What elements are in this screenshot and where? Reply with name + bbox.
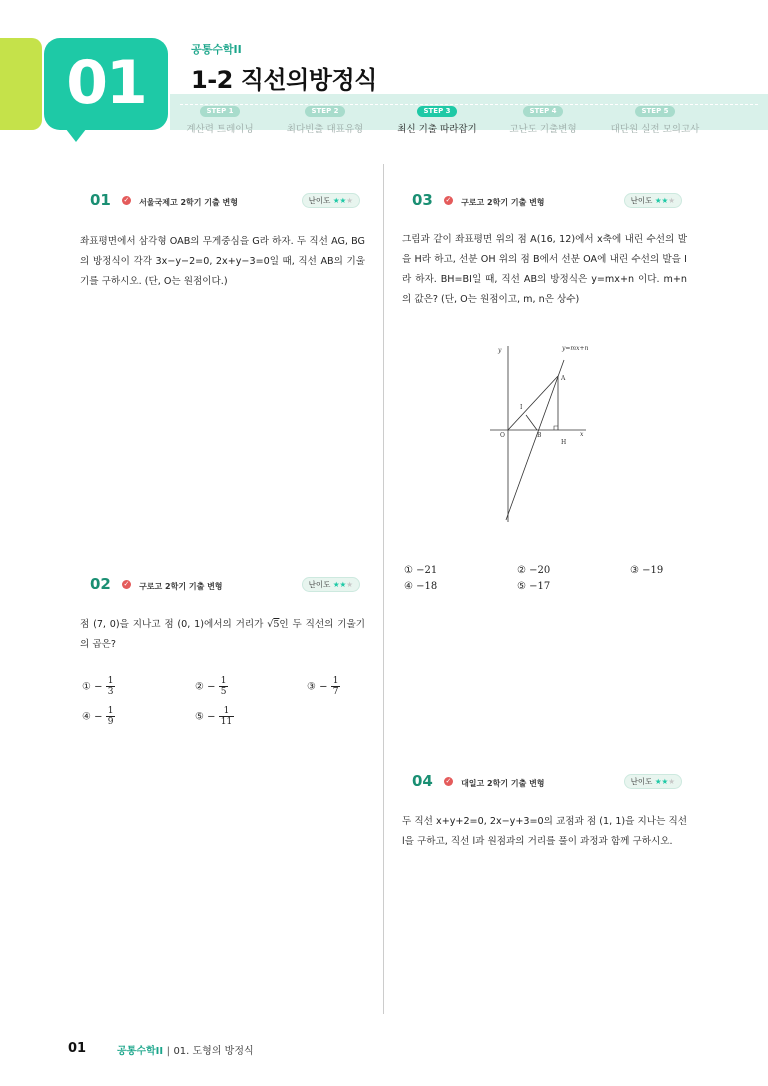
point-o-label: O bbox=[500, 432, 505, 439]
numerator: 1 bbox=[107, 676, 114, 686]
difficulty-label: 난이도 bbox=[308, 196, 331, 205]
sqrt-symbol: √5 bbox=[267, 619, 280, 630]
difficulty-badge bbox=[624, 774, 682, 789]
choice-sign: − bbox=[207, 711, 216, 723]
segment-bi bbox=[526, 415, 537, 430]
question-number: 04 bbox=[412, 772, 433, 790]
q03-choice-2[interactable] bbox=[517, 565, 550, 576]
step-label: 최다빈출 대표유형 bbox=[286, 124, 364, 135]
choice-mark: ③ bbox=[630, 565, 639, 576]
question-04-header bbox=[412, 771, 682, 790]
q03-choice-1[interactable] bbox=[404, 565, 437, 576]
check-icon: ✓ bbox=[123, 196, 130, 204]
right-angle-mark bbox=[554, 426, 558, 430]
bubble-tail bbox=[62, 124, 90, 142]
star-rating: ★★★ bbox=[654, 777, 675, 786]
step-badge: STEP 5 bbox=[635, 106, 674, 117]
q02-choice-3[interactable] bbox=[307, 676, 340, 697]
denominator: 9 bbox=[107, 717, 114, 727]
choice-value: −17 bbox=[529, 581, 551, 592]
difficulty-label: 난이도 bbox=[630, 196, 653, 205]
step-label: 고난도 기출변형 bbox=[509, 124, 577, 135]
step-1 bbox=[165, 98, 275, 135]
numerator: 1 bbox=[332, 676, 339, 686]
choice-mark: ④ bbox=[404, 581, 413, 592]
question-02-header bbox=[90, 574, 360, 593]
footer-subject: 공통수학II bbox=[117, 1046, 164, 1057]
star-rating: ★★★ bbox=[332, 580, 353, 589]
choice-sign: − bbox=[94, 681, 103, 693]
x-axis-label: x bbox=[580, 431, 584, 438]
y-axis-label: y bbox=[498, 347, 502, 354]
point-i-label: I bbox=[520, 404, 523, 411]
q02-choice-2[interactable] bbox=[195, 676, 228, 697]
step-badge: STEP 2 bbox=[305, 106, 344, 117]
choice-mark: ④ bbox=[82, 711, 91, 723]
denominator: 11 bbox=[220, 717, 233, 727]
question-03-header bbox=[412, 190, 682, 209]
q03-choice-5[interactable] bbox=[517, 581, 550, 592]
q03-choice-3[interactable] bbox=[630, 565, 663, 576]
q02-choice-1[interactable] bbox=[82, 676, 115, 697]
unit-number: 01 bbox=[66, 48, 146, 118]
difficulty-badge bbox=[302, 193, 360, 208]
question-03-figure bbox=[488, 338, 638, 524]
question-number: 03 bbox=[412, 191, 433, 209]
q02-choice-5[interactable] bbox=[195, 706, 234, 727]
fraction bbox=[331, 676, 341, 697]
check-icon: ✓ bbox=[445, 777, 452, 785]
segment-oa bbox=[508, 376, 558, 430]
choice-mark: ① bbox=[404, 565, 413, 576]
choice-value: −21 bbox=[416, 565, 438, 576]
fraction bbox=[219, 676, 229, 697]
numerator: 1 bbox=[220, 676, 227, 686]
step-4 bbox=[488, 98, 598, 135]
step-badge: STEP 4 bbox=[523, 106, 562, 117]
question-number: 02 bbox=[90, 575, 111, 593]
step-badge: STEP 1 bbox=[200, 106, 239, 117]
choice-value: −18 bbox=[416, 581, 438, 592]
choice-value: −19 bbox=[642, 565, 664, 576]
column-divider bbox=[383, 164, 384, 1014]
question-02-text-before: 점 (7, 0)을 지나고 점 (0, 1)에서의 거리가 bbox=[80, 619, 268, 630]
difficulty-badge bbox=[624, 193, 682, 208]
lime-side-tab bbox=[0, 38, 42, 130]
check-icon: ✓ bbox=[123, 580, 130, 588]
question-04-text: 두 직선 x+y+2=0, 2x−y+3=0의 교점과 점 (1, 1)을 지나는 직선 l을 구하고, 직선 l과 원점과의 거리를 풀이 과정과 함께 구하시오. bbox=[402, 816, 687, 847]
choice-mark: ② bbox=[517, 565, 526, 576]
step-2 bbox=[270, 98, 380, 135]
question-source: 구로고 2학기 기출 변형 bbox=[461, 198, 545, 207]
line-ab bbox=[506, 360, 567, 520]
choice-sign: − bbox=[207, 681, 216, 693]
point-h-label: H bbox=[561, 439, 567, 446]
step-badge-active: STEP 3 bbox=[417, 106, 456, 117]
question-03-text: 그림과 같이 좌표평면 위의 점 A(16, 12)에서 x축에 내린 수선의 발을 H라 하고, 선분 OH 위의 점 B에서 선분 OA에 내린 수선의 발을 I라 하자. BH=BI일 때, 직선 AB의 방정식은 y=mx+n 이다. m+n의 값은? (단, O는 원점이고, m, n은 상수) bbox=[402, 234, 687, 305]
denominator: 7 bbox=[332, 687, 339, 697]
star-rating: ★★★ bbox=[654, 196, 675, 205]
choice-mark: ③ bbox=[307, 681, 316, 693]
question-source: 대일고 2학기 기출 변형 bbox=[461, 779, 545, 788]
question-01-text: 좌표평면에서 삼각형 OAB의 무게중심을 G라 하자. 두 직선 AG, BG의 방정식이 각각 3x−y−2=0, 2x+y−3=0일 때, 직선 AB의 기울기를 구하시오. (단, O는 원점이다.) bbox=[80, 236, 365, 287]
step-5 bbox=[600, 98, 710, 135]
choice-value: −20 bbox=[529, 565, 551, 576]
choice-mark: ① bbox=[82, 681, 91, 693]
footer-title bbox=[117, 1042, 254, 1057]
point-a-label: A bbox=[561, 375, 566, 382]
unit-title: 1-2 직선의방정식 bbox=[191, 66, 377, 94]
numerator: 1 bbox=[107, 706, 114, 716]
choice-sign: − bbox=[319, 681, 328, 693]
check-icon: ✓ bbox=[445, 196, 452, 204]
fraction bbox=[106, 676, 116, 697]
sqrt-radicand: 5 bbox=[273, 619, 280, 630]
difficulty-badge bbox=[302, 577, 360, 592]
point-b-label: B bbox=[537, 432, 542, 439]
q03-choice-4[interactable] bbox=[404, 581, 437, 592]
question-01-header bbox=[90, 190, 360, 209]
question-number: 01 bbox=[90, 191, 111, 209]
choice-mark: ② bbox=[195, 681, 204, 693]
footer-unit: 01. 도형의 방정식 bbox=[173, 1046, 254, 1057]
numerator: 1 bbox=[219, 706, 234, 717]
question-02-text-after: 인 두 직선의 기울기의 곱은? bbox=[80, 619, 365, 650]
step-label: 대단원 실전 모의고사 bbox=[610, 124, 700, 135]
subject-label: 공통수학II bbox=[191, 43, 242, 56]
choice-mark: ⑤ bbox=[517, 581, 526, 592]
q02-choice-4[interactable] bbox=[82, 706, 115, 727]
choice-mark: ⑤ bbox=[195, 711, 204, 723]
choice-sign: − bbox=[94, 711, 103, 723]
question-source: 구로고 2학기 기출 변형 bbox=[139, 582, 223, 591]
difficulty-label: 난이도 bbox=[630, 777, 653, 786]
footer-separator: | bbox=[166, 1046, 170, 1057]
footer-page-number: 01 bbox=[68, 1041, 87, 1056]
fraction bbox=[106, 706, 116, 727]
step-3 bbox=[382, 98, 492, 135]
star-rating: ★★★ bbox=[332, 196, 353, 205]
denominator: 5 bbox=[220, 687, 227, 697]
step-label-active: 최신 기출 따라잡기 bbox=[397, 124, 477, 135]
question-02-text bbox=[80, 615, 365, 655]
question-source: 서울국제고 2학기 기출 변형 bbox=[139, 198, 238, 207]
line-equation-label: y=mx+n bbox=[562, 345, 589, 352]
step-label: 계산력 트레이닝 bbox=[186, 124, 254, 135]
difficulty-label: 난이도 bbox=[308, 580, 331, 589]
denominator: 3 bbox=[107, 687, 114, 697]
fraction bbox=[219, 706, 234, 727]
